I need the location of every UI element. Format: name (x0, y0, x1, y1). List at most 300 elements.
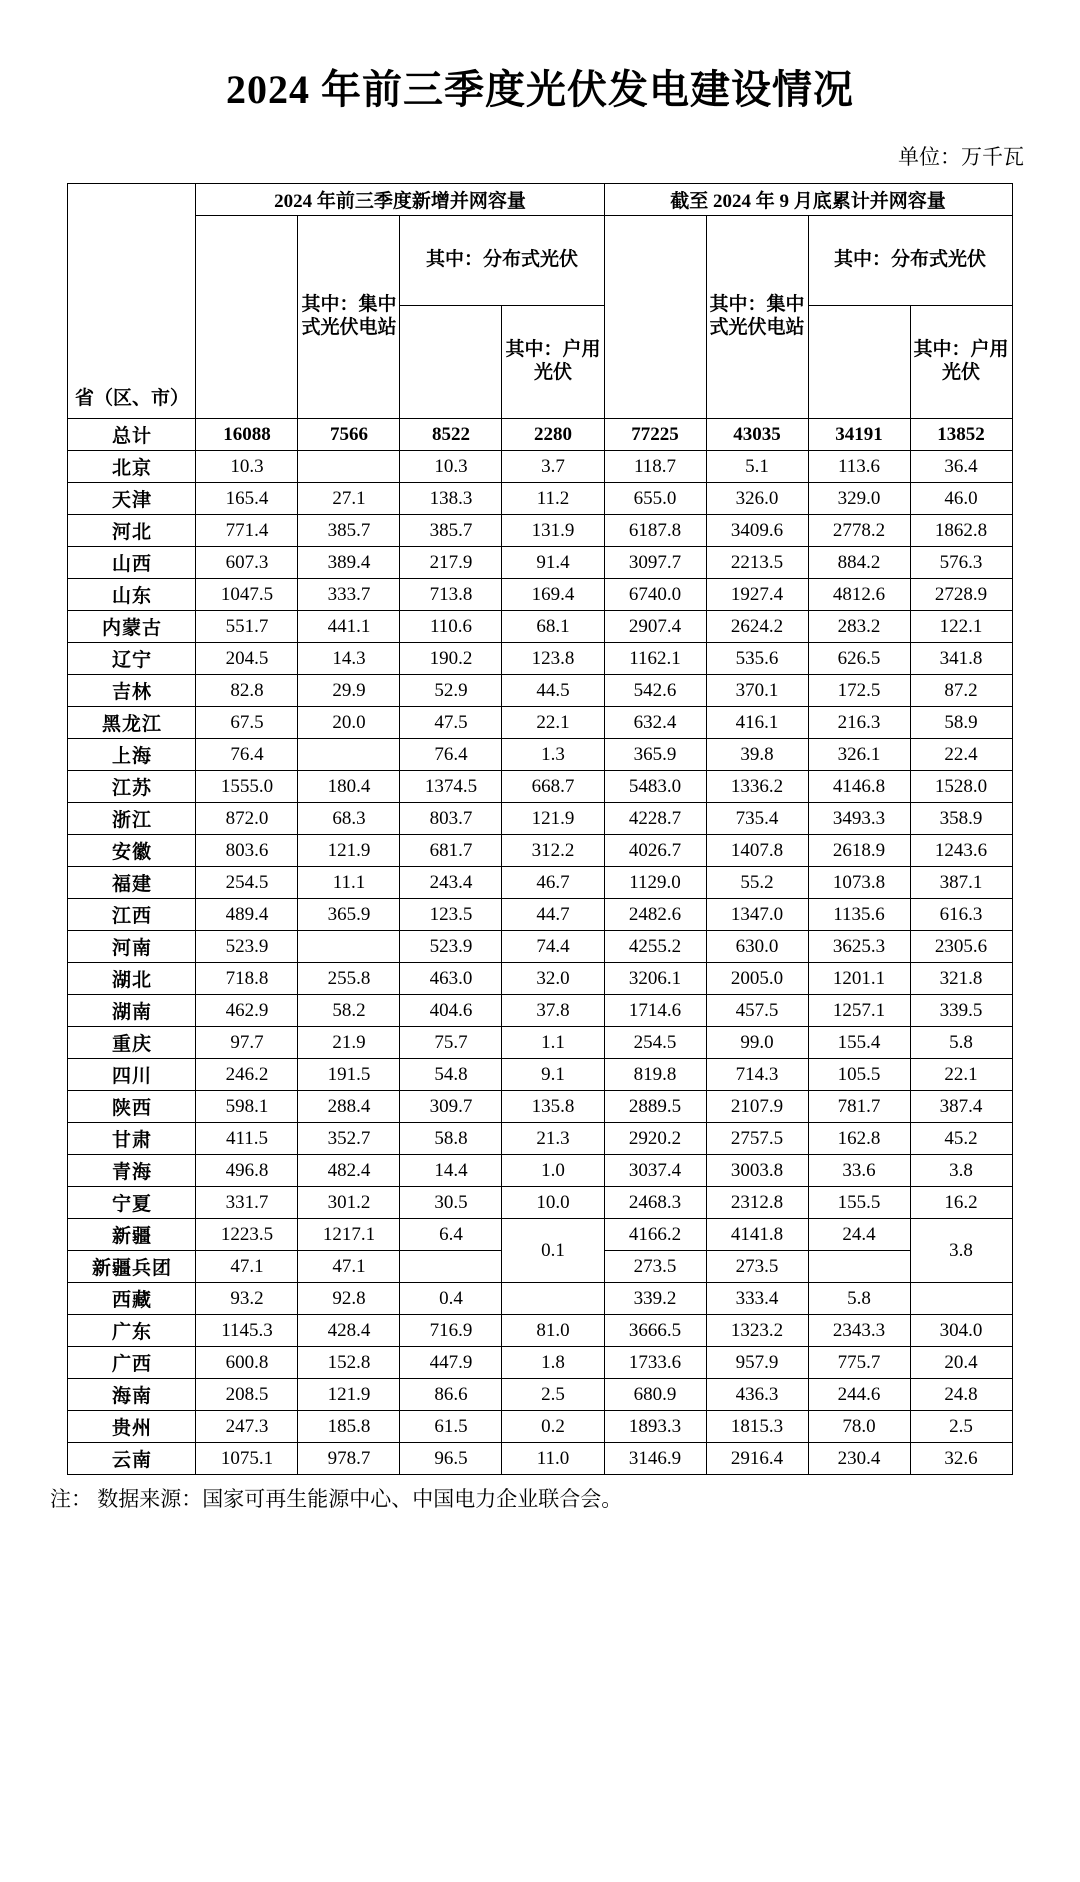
cell-new-total: 76.4 (196, 739, 298, 771)
row-label: 广东 (68, 1315, 196, 1347)
table-row (68, 1059, 1012, 1091)
cell-new-distributed: 0.4 (400, 1283, 502, 1315)
cell-cum-distributed: 781.7 (808, 1091, 910, 1123)
cell-cum-total: 655.0 (604, 483, 706, 515)
cell-cum-household: 45.2 (910, 1123, 1012, 1155)
cell-cum-centralized: 1927.4 (706, 579, 808, 611)
cell-new-total: 462.9 (196, 995, 298, 1027)
cell-new-distributed: 190.2 (400, 643, 502, 675)
cell-new-total: 246.2 (196, 1059, 298, 1091)
cell-new-household: 121.9 (502, 803, 604, 835)
cell-new-total: 16088 (196, 419, 298, 451)
table-body (68, 419, 1012, 1475)
cell-cum-household: 32.6 (910, 1443, 1012, 1475)
cell-new-household: 0.2 (502, 1411, 604, 1443)
cell-new-total: 1145.3 (196, 1315, 298, 1347)
cell-cum-centralized: 957.9 (706, 1347, 808, 1379)
cell-cum-total: 77225 (604, 419, 706, 451)
cell-cum-distributed: 162.8 (808, 1123, 910, 1155)
cell-cum-distributed: 24.4 (808, 1219, 910, 1251)
table-row (68, 867, 1012, 899)
subheader-household-cum: 其中：户用光伏 (910, 305, 1012, 418)
cell-new-distributed: 6.4 (400, 1219, 502, 1251)
cell-cum-distributed: 155.4 (808, 1027, 910, 1059)
cell-new-centralized: 11.1 (298, 867, 400, 899)
cell-new-centralized: 185.8 (298, 1411, 400, 1443)
cell-cum-household: 24.8 (910, 1379, 1012, 1411)
cell-new-centralized: 365.9 (298, 899, 400, 931)
cell-new-household: 21.3 (502, 1123, 604, 1155)
table-row (68, 1315, 1012, 1347)
cell-cum-centralized: 2624.2 (706, 611, 808, 643)
row-label: 江苏 (68, 771, 196, 803)
cell-new-distributed: 61.5 (400, 1411, 502, 1443)
cell-new-centralized: 255.8 (298, 963, 400, 995)
cell-new-centralized: 301.2 (298, 1187, 400, 1219)
cell-new-total: 1075.1 (196, 1443, 298, 1475)
cell-new-household: 1.0 (502, 1155, 604, 1187)
row-label: 山东 (68, 579, 196, 611)
table-row (68, 963, 1012, 995)
cell-cum-household: 616.3 (910, 899, 1012, 931)
cell-new-centralized: 58.2 (298, 995, 400, 1027)
cell-cum-household: 22.4 (910, 739, 1012, 771)
cell-cum-total: 4255.2 (604, 931, 706, 963)
cell-new-household: 169.4 (502, 579, 604, 611)
cell-cum-centralized: 535.6 (706, 643, 808, 675)
row-label: 海南 (68, 1379, 196, 1411)
row-label: 北京 (68, 451, 196, 483)
cell-cum-total: 1714.6 (604, 995, 706, 1027)
cell-cum-total: 680.9 (604, 1379, 706, 1411)
cell-cum-distributed: 5.8 (808, 1283, 910, 1315)
cell-new-total: 165.4 (196, 483, 298, 515)
table-row (68, 515, 1012, 547)
row-label: 上海 (68, 739, 196, 771)
cell-new-household: 44.7 (502, 899, 604, 931)
cell-cum-household (910, 1283, 1012, 1315)
cell-new-distributed: 75.7 (400, 1027, 502, 1059)
cell-cum-distributed (808, 1251, 910, 1283)
cell-new-total: 93.2 (196, 1283, 298, 1315)
cell-cum-total: 339.2 (604, 1283, 706, 1315)
cell-cum-household: 20.4 (910, 1347, 1012, 1379)
cell-cum-centralized: 273.5 (706, 1251, 808, 1283)
table-row-total (68, 419, 1012, 451)
table-row (68, 1379, 1012, 1411)
table-row (68, 1187, 1012, 1219)
cell-new-centralized (298, 451, 400, 483)
cell-new-household: 46.7 (502, 867, 604, 899)
cell-new-household: 668.7 (502, 771, 604, 803)
cell-new-centralized: 352.7 (298, 1123, 400, 1155)
cell-cum-total: 4026.7 (604, 835, 706, 867)
cell-new-distributed: 110.6 (400, 611, 502, 643)
subheader-centralized-new: 其中：集中式光伏电站 (298, 216, 400, 419)
row-label: 总计 (68, 419, 196, 451)
table-row (68, 995, 1012, 1027)
cell-new-distributed: 463.0 (400, 963, 502, 995)
cell-cum-distributed: 2778.2 (808, 515, 910, 547)
row-label: 福建 (68, 867, 196, 899)
cell-new-distributed: 681.7 (400, 835, 502, 867)
cell-cum-centralized: 1336.2 (706, 771, 808, 803)
cell-new-total: 1555.0 (196, 771, 298, 803)
row-label: 山西 (68, 547, 196, 579)
cell-cum-household: 576.3 (910, 547, 1012, 579)
cell-new-distributed: 803.7 (400, 803, 502, 835)
cell-new-distributed: 138.3 (400, 483, 502, 515)
cell-cum-centralized: 3409.6 (706, 515, 808, 547)
cell-cum-centralized: 714.3 (706, 1059, 808, 1091)
table-row (68, 643, 1012, 675)
cell-new-total: 331.7 (196, 1187, 298, 1219)
cell-cum-distributed: 1073.8 (808, 867, 910, 899)
cell-new-household: 2280 (502, 419, 604, 451)
cell-new-total: 254.5 (196, 867, 298, 899)
cell-cum-household: 22.1 (910, 1059, 1012, 1091)
row-label: 陕西 (68, 1091, 196, 1123)
cell-new-total: 204.5 (196, 643, 298, 675)
cell-new-centralized: 121.9 (298, 1379, 400, 1411)
cell-new-distributed: 96.5 (400, 1443, 502, 1475)
cell-cum-distributed: 78.0 (808, 1411, 910, 1443)
cell-cum-household: 1862.8 (910, 515, 1012, 547)
cell-cum-total: 2482.6 (604, 899, 706, 931)
cell-new-total: 47.1 (196, 1251, 298, 1283)
cell-cum-centralized: 39.8 (706, 739, 808, 771)
cell-new-centralized: 92.8 (298, 1283, 400, 1315)
cell-new-distributed: 86.6 (400, 1379, 502, 1411)
cell-new-distributed (400, 1251, 502, 1283)
row-label: 甘肃 (68, 1123, 196, 1155)
cell-new-total: 1047.5 (196, 579, 298, 611)
cell-cum-distributed: 34191 (808, 419, 910, 451)
subheader-household-new: 其中：户用光伏 (502, 305, 604, 418)
row-label: 吉林 (68, 675, 196, 707)
cell-cum-total: 2907.4 (604, 611, 706, 643)
cell-cum-total: 3146.9 (604, 1443, 706, 1475)
cell-new-total: 872.0 (196, 803, 298, 835)
cell-new-household: 74.4 (502, 931, 604, 963)
row-label: 天津 (68, 483, 196, 515)
cell-cum-centralized: 2757.5 (706, 1123, 808, 1155)
cell-new-centralized: 47.1 (298, 1251, 400, 1283)
row-label: 广西 (68, 1347, 196, 1379)
cell-cum-distributed: 216.3 (808, 707, 910, 739)
cell-cum-household: 5.8 (910, 1027, 1012, 1059)
cell-new-centralized: 191.5 (298, 1059, 400, 1091)
cell-cum-distributed: 1201.1 (808, 963, 910, 995)
cell-cum-total: 542.6 (604, 675, 706, 707)
cell-new-household: 2.5 (502, 1379, 604, 1411)
group-header-new: 2024 年前三季度新增并网容量 (196, 184, 604, 216)
cell-cum-distributed: 283.2 (808, 611, 910, 643)
cell-cum-distributed: 172.5 (808, 675, 910, 707)
row-label: 黑龙江 (68, 707, 196, 739)
pv-capacity-table (67, 183, 1012, 1475)
cell-cum-centralized: 43035 (706, 419, 808, 451)
cell-new-household-merged: 0.1 (502, 1219, 604, 1283)
cell-cum-distributed: 230.4 (808, 1443, 910, 1475)
cell-new-centralized: 27.1 (298, 483, 400, 515)
cell-cum-centralized: 735.4 (706, 803, 808, 835)
table-header (68, 184, 1012, 419)
cell-cum-distributed: 4812.6 (808, 579, 910, 611)
cell-cum-distributed: 2618.9 (808, 835, 910, 867)
cell-cum-household: 16.2 (910, 1187, 1012, 1219)
cell-cum-household: 1243.6 (910, 835, 1012, 867)
cell-new-distributed: 58.8 (400, 1123, 502, 1155)
cell-cum-total: 2889.5 (604, 1091, 706, 1123)
cell-new-total: 598.1 (196, 1091, 298, 1123)
blank-header-distributed-cum (808, 305, 910, 418)
table-row (68, 1443, 1012, 1475)
cell-new-centralized: 121.9 (298, 835, 400, 867)
cell-cum-household: 58.9 (910, 707, 1012, 739)
cell-new-distributed: 123.5 (400, 899, 502, 931)
cell-cum-centralized: 3003.8 (706, 1155, 808, 1187)
cell-cum-total: 6187.8 (604, 515, 706, 547)
cell-new-centralized: 68.3 (298, 803, 400, 835)
cell-cum-household: 2728.9 (910, 579, 1012, 611)
cell-new-centralized: 333.7 (298, 579, 400, 611)
cell-new-centralized: 288.4 (298, 1091, 400, 1123)
cell-cum-total: 3666.5 (604, 1315, 706, 1347)
cell-new-total: 247.3 (196, 1411, 298, 1443)
cell-cum-centralized: 2916.4 (706, 1443, 808, 1475)
cell-cum-distributed: 155.5 (808, 1187, 910, 1219)
cell-new-centralized: 441.1 (298, 611, 400, 643)
cell-new-total: 496.8 (196, 1155, 298, 1187)
cell-new-household: 1.8 (502, 1347, 604, 1379)
table-row (68, 739, 1012, 771)
blank-header-new-total (196, 216, 298, 419)
cell-cum-distributed: 1135.6 (808, 899, 910, 931)
cell-cum-household: 2.5 (910, 1411, 1012, 1443)
cell-cum-total: 1162.1 (604, 643, 706, 675)
cell-cum-household: 13852 (910, 419, 1012, 451)
table-row (68, 579, 1012, 611)
cell-cum-total: 632.4 (604, 707, 706, 739)
corner-label: 省（区、市） (74, 388, 189, 409)
row-label: 云南 (68, 1443, 196, 1475)
cell-new-household: 123.8 (502, 643, 604, 675)
cell-new-distributed: 8522 (400, 419, 502, 451)
row-label: 内蒙古 (68, 611, 196, 643)
cell-cum-distributed: 33.6 (808, 1155, 910, 1187)
table-row (68, 1155, 1012, 1187)
cell-cum-centralized: 2312.8 (706, 1187, 808, 1219)
cell-new-total: 1223.5 (196, 1219, 298, 1251)
table-row (68, 451, 1012, 483)
cell-cum-centralized: 1407.8 (706, 835, 808, 867)
table-row (68, 931, 1012, 963)
cell-cum-centralized: 55.2 (706, 867, 808, 899)
cell-new-centralized: 21.9 (298, 1027, 400, 1059)
cell-cum-household: 387.4 (910, 1091, 1012, 1123)
subheader-distributed-new: 其中：分布式光伏 (400, 216, 604, 306)
row-label: 江西 (68, 899, 196, 931)
cell-new-distributed: 30.5 (400, 1187, 502, 1219)
row-label: 河南 (68, 931, 196, 963)
cell-cum-centralized: 333.4 (706, 1283, 808, 1315)
table-note: 注： 数据来源：国家可再生能源中心、中国电力企业联合会。 (50, 1487, 623, 1511)
cell-new-centralized: 14.3 (298, 643, 400, 675)
cell-cum-household: 387.1 (910, 867, 1012, 899)
cell-cum-centralized: 2005.0 (706, 963, 808, 995)
row-label: 西藏 (68, 1283, 196, 1315)
blank-header-cum-total (604, 216, 706, 419)
cell-cum-distributed: 626.5 (808, 643, 910, 675)
row-label: 重庆 (68, 1027, 196, 1059)
cell-cum-centralized: 99.0 (706, 1027, 808, 1059)
cell-cum-household-merged: 3.8 (910, 1219, 1012, 1283)
page-title: 2024 年前三季度光伏发电建设情况 (226, 67, 854, 112)
cell-new-household: 91.4 (502, 547, 604, 579)
cell-cum-distributed: 3493.3 (808, 803, 910, 835)
cell-cum-distributed: 326.1 (808, 739, 910, 771)
cell-new-total: 607.3 (196, 547, 298, 579)
cell-new-centralized: 20.0 (298, 707, 400, 739)
cell-new-centralized: 152.8 (298, 1347, 400, 1379)
row-label: 新疆 (68, 1219, 196, 1251)
corner-header (68, 184, 196, 419)
cell-cum-total: 819.8 (604, 1059, 706, 1091)
cell-cum-household: 46.0 (910, 483, 1012, 515)
cell-new-distributed: 1374.5 (400, 771, 502, 803)
cell-cum-centralized: 370.1 (706, 675, 808, 707)
table-row (68, 803, 1012, 835)
row-label: 新疆兵团 (68, 1251, 196, 1283)
cell-new-distributed: 716.9 (400, 1315, 502, 1347)
cell-new-total: 600.8 (196, 1347, 298, 1379)
cell-new-distributed: 54.8 (400, 1059, 502, 1091)
cell-cum-total: 1893.3 (604, 1411, 706, 1443)
cell-new-household: 81.0 (502, 1315, 604, 1347)
cell-new-centralized: 180.4 (298, 771, 400, 803)
cell-cum-centralized: 1815.3 (706, 1411, 808, 1443)
cell-cum-household: 1528.0 (910, 771, 1012, 803)
cell-new-distributed: 404.6 (400, 995, 502, 1027)
cell-new-total: 411.5 (196, 1123, 298, 1155)
cell-new-centralized (298, 931, 400, 963)
row-label: 湖北 (68, 963, 196, 995)
blank-header-distributed-new (400, 305, 502, 418)
cell-new-distributed: 217.9 (400, 547, 502, 579)
cell-cum-distributed: 329.0 (808, 483, 910, 515)
cell-cum-centralized: 2213.5 (706, 547, 808, 579)
cell-new-household: 9.1 (502, 1059, 604, 1091)
cell-new-centralized (298, 739, 400, 771)
cell-cum-total: 3037.4 (604, 1155, 706, 1187)
cell-cum-total: 1733.6 (604, 1347, 706, 1379)
cell-cum-total: 365.9 (604, 739, 706, 771)
cell-cum-total: 4166.2 (604, 1219, 706, 1251)
cell-new-distributed: 14.4 (400, 1155, 502, 1187)
cell-cum-total: 2468.3 (604, 1187, 706, 1219)
table-row (68, 1347, 1012, 1379)
table-row (68, 675, 1012, 707)
cell-cum-total: 3206.1 (604, 963, 706, 995)
group-header-cumulative: 截至 2024 年 9 月底累计并网容量 (604, 184, 1012, 216)
cell-cum-household: 321.8 (910, 963, 1012, 995)
cell-cum-distributed: 775.7 (808, 1347, 910, 1379)
cell-cum-household: 36.4 (910, 451, 1012, 483)
row-label: 青海 (68, 1155, 196, 1187)
cell-new-total: 82.8 (196, 675, 298, 707)
cell-new-total: 10.3 (196, 451, 298, 483)
cell-new-total: 208.5 (196, 1379, 298, 1411)
cell-new-household: 135.8 (502, 1091, 604, 1123)
cell-new-distributed: 76.4 (400, 739, 502, 771)
cell-cum-total: 6740.0 (604, 579, 706, 611)
cell-cum-centralized: 1323.2 (706, 1315, 808, 1347)
cell-cum-centralized: 4141.8 (706, 1219, 808, 1251)
cell-new-total: 771.4 (196, 515, 298, 547)
cell-new-centralized: 978.7 (298, 1443, 400, 1475)
cell-cum-distributed: 2343.3 (808, 1315, 910, 1347)
cell-cum-total: 2920.2 (604, 1123, 706, 1155)
table-row (68, 611, 1012, 643)
table-row (68, 483, 1012, 515)
cell-new-household: 11.2 (502, 483, 604, 515)
cell-cum-total: 3097.7 (604, 547, 706, 579)
cell-new-household: 11.0 (502, 1443, 604, 1475)
cell-cum-centralized: 2107.9 (706, 1091, 808, 1123)
cell-new-centralized: 389.4 (298, 547, 400, 579)
cell-new-total: 551.7 (196, 611, 298, 643)
cell-cum-centralized: 416.1 (706, 707, 808, 739)
cell-cum-centralized: 436.3 (706, 1379, 808, 1411)
cell-cum-distributed: 113.6 (808, 451, 910, 483)
unit-label: 单位：万千瓦 (898, 145, 1024, 169)
table-row (68, 1091, 1012, 1123)
subheader-distributed-cum: 其中：分布式光伏 (808, 216, 1012, 306)
cell-cum-total: 118.7 (604, 451, 706, 483)
cell-cum-household: 304.0 (910, 1315, 1012, 1347)
cell-new-distributed: 47.5 (400, 707, 502, 739)
cell-cum-total: 5483.0 (604, 771, 706, 803)
cell-cum-total: 254.5 (604, 1027, 706, 1059)
cell-new-household: 312.2 (502, 835, 604, 867)
table-row (68, 547, 1012, 579)
cell-new-household: 32.0 (502, 963, 604, 995)
cell-cum-distributed: 244.6 (808, 1379, 910, 1411)
cell-new-distributed: 243.4 (400, 867, 502, 899)
table-row (68, 707, 1012, 739)
cell-new-centralized: 29.9 (298, 675, 400, 707)
cell-new-total: 489.4 (196, 899, 298, 931)
cell-new-total: 67.5 (196, 707, 298, 739)
row-label: 河北 (68, 515, 196, 547)
cell-new-distributed: 52.9 (400, 675, 502, 707)
cell-new-distributed: 713.8 (400, 579, 502, 611)
cell-cum-total: 1129.0 (604, 867, 706, 899)
cell-new-household: 44.5 (502, 675, 604, 707)
row-label: 贵州 (68, 1411, 196, 1443)
cell-new-distributed: 447.9 (400, 1347, 502, 1379)
row-label: 安徽 (68, 835, 196, 867)
cell-cum-household: 358.9 (910, 803, 1012, 835)
cell-new-household: 1.3 (502, 739, 604, 771)
cell-new-household (502, 1283, 604, 1315)
cell-cum-distributed: 1257.1 (808, 995, 910, 1027)
cell-new-household: 10.0 (502, 1187, 604, 1219)
cell-new-household: 37.8 (502, 995, 604, 1027)
cell-cum-distributed: 4146.8 (808, 771, 910, 803)
cell-cum-total: 4228.7 (604, 803, 706, 835)
